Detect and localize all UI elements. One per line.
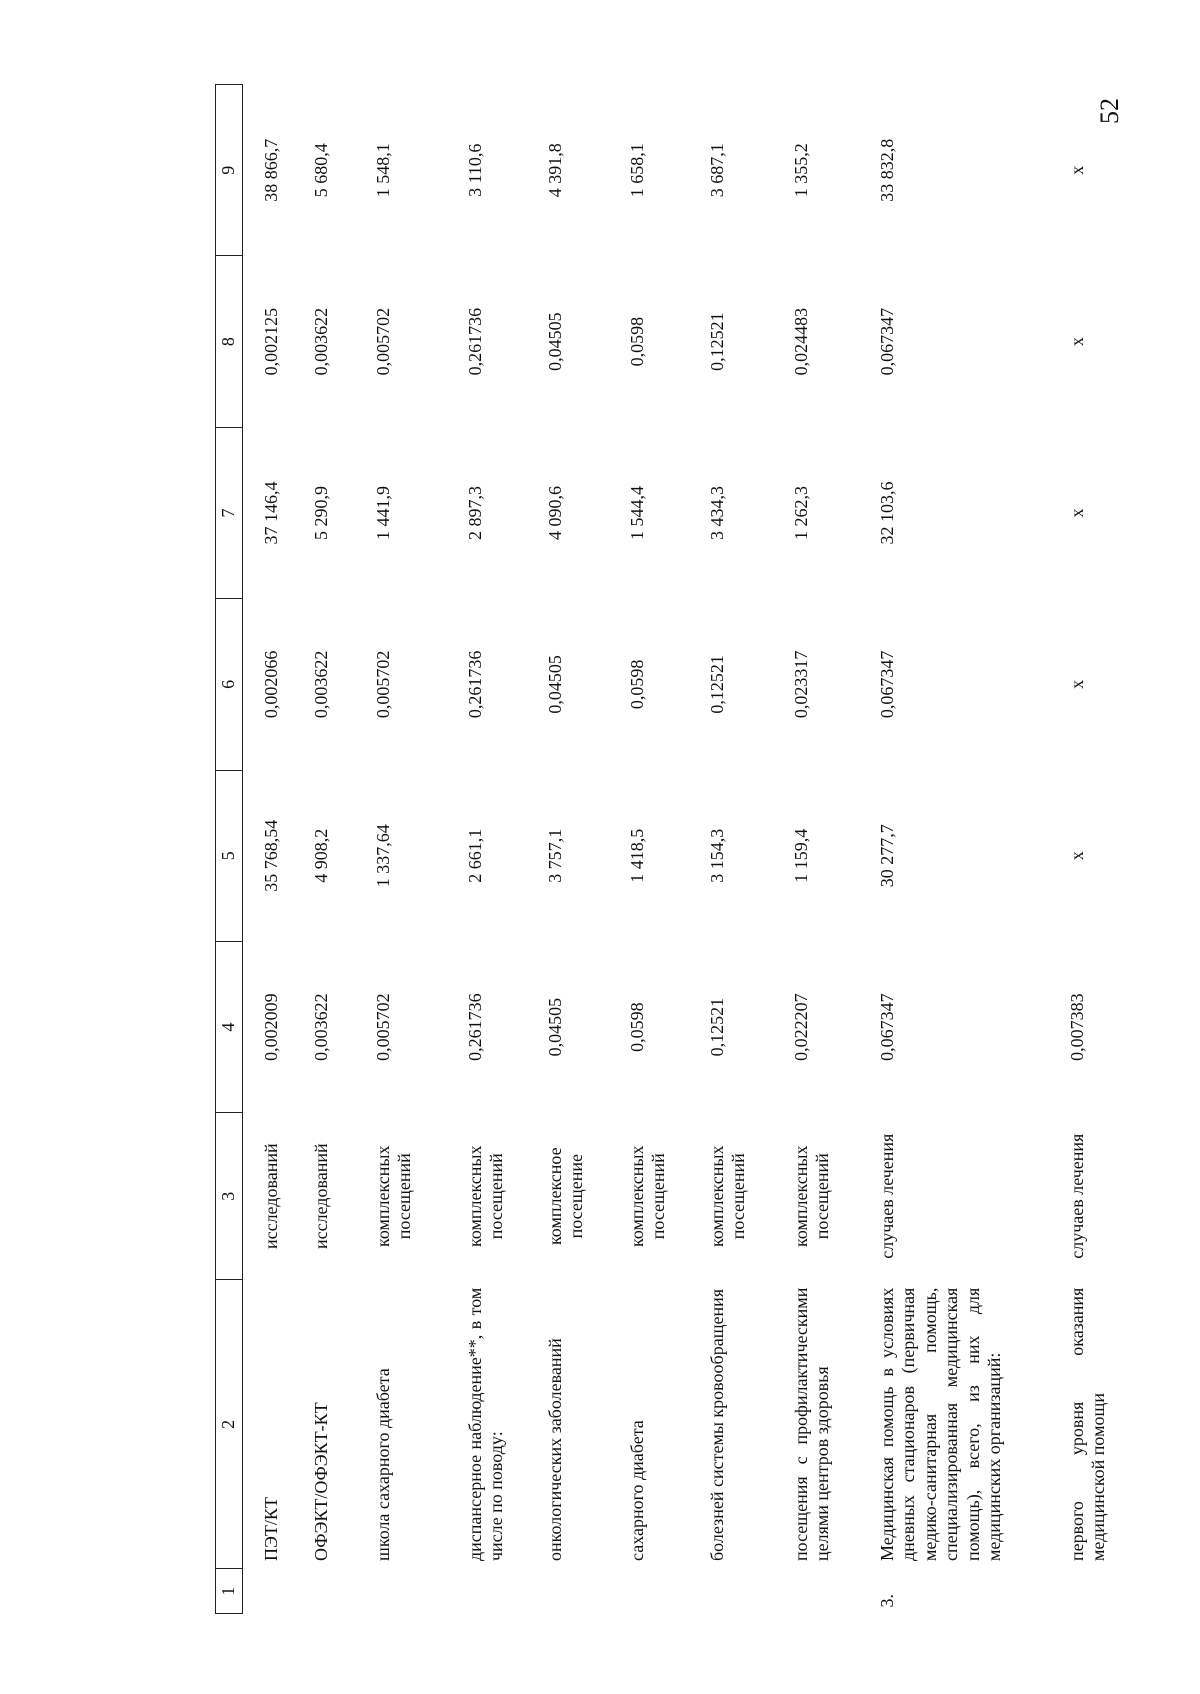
value-cell: 1 441,9 [372,486,393,541]
column-header: 1 [216,1569,243,1614]
unit-cell: случаев лечения [876,1133,897,1259]
indicator-name-cell: диспансерное наблюдение**, в том числе по поводу: [464,1287,507,1561]
value-cell: 3 757,1 [544,828,565,883]
table-row [785,85,871,1614]
value-cell: 1 658,1 [626,143,647,198]
value-cell: 30 277,7 [876,824,897,888]
value-cell: 0,04505 [544,655,565,714]
row-number-cell [701,1569,785,1614]
value-cell: 0,261736 [464,993,485,1061]
table-row [367,85,459,1614]
value-cell: 0,022207 [790,993,811,1061]
value-cell: х [1066,337,1087,347]
rotated-table-container [215,84,1109,1614]
page-number: 52 [1095,98,1124,124]
value-cell: 2 661,1 [464,828,485,883]
value-cell: 1 337,64 [372,824,393,888]
row-number-cell [243,1569,305,1614]
table-row [305,85,367,1614]
value-cell: 2 897,3 [464,486,485,541]
indicator-name-cell: школа сахарного диабета [372,1368,393,1561]
value-cell: 1 544,4 [626,486,647,541]
value-cell: 4 391,8 [544,143,565,198]
row-number-cell: 3. [876,1594,897,1608]
value-cell: 1 262,3 [790,486,811,541]
value-cell: 0,005702 [372,307,393,376]
value-cell: 38 866,7 [261,138,281,202]
column-header: 4 [216,941,243,1112]
unit-cell: комплексных посещений [626,1145,669,1247]
value-cell: 0,12521 [706,997,727,1057]
value-cell: 33 832,8 [876,138,897,202]
value-cell: 1 418,5 [626,828,647,883]
value-cell: 0,12521 [706,312,727,371]
value-cell: 0,0598 [626,659,647,710]
unit-cell: случаев лечения [1066,1133,1087,1259]
value-cell: 4 908,2 [310,828,331,883]
value-cell: 0,067347 [876,307,897,376]
table-row [539,85,621,1614]
unit-cell: исследований [310,1143,331,1250]
table-row [459,85,539,1614]
column-header: 9 [216,85,243,256]
row-number-cell [1061,1569,1131,1614]
value-cell: 5 290,9 [310,486,331,541]
table-row [621,85,701,1614]
value-cell: 0,023317 [790,650,811,719]
unit-cell: комплексное посещение [544,1147,587,1246]
value-cell: 0,0598 [626,316,647,367]
value-cell: 0,007383 [1066,993,1087,1061]
value-cell: х [1066,508,1087,518]
value-cell: 5 680,4 [310,143,331,198]
column-header: 6 [216,599,243,770]
value-cell: 0,024483 [790,307,811,376]
row-number-cell [539,1569,621,1614]
column-header: 8 [216,256,243,427]
value-cell: 0,005702 [372,650,393,719]
value-cell: х [1066,851,1087,861]
value-cell: 0,04505 [544,997,565,1057]
value-cell: 0,003622 [310,650,331,719]
value-cell: 4 090,6 [544,486,565,541]
value-cell: 0,0598 [626,1002,647,1052]
value-cell: 0,261736 [464,650,485,719]
column-header: 5 [216,770,243,941]
value-cell: 0,12521 [706,655,727,714]
indicator-name-cell: болезней системы кровообращения [706,1288,727,1561]
unit-cell: комплексных посещений [372,1145,415,1247]
table-body [243,85,1131,1614]
data-table [215,84,1131,1614]
value-cell: 3 110,6 [464,143,485,197]
value-cell: 0,067347 [876,993,897,1061]
indicator-name-cell: первого уровня оказания медицинской помощи [1066,1287,1109,1561]
value-cell: 0,003622 [310,993,331,1061]
column-header: 7 [216,427,243,598]
row-number-cell [621,1569,701,1614]
value-cell: 0,067347 [876,650,897,719]
row-number-cell [367,1569,459,1614]
unit-cell: исследований [261,1143,281,1250]
row-number-cell [785,1569,871,1614]
value-cell: 0,04505 [544,312,565,371]
row-number-cell [459,1569,539,1614]
value-cell: 1 355,2 [790,143,811,198]
value-cell: 0,005702 [372,993,393,1061]
value-cell: 0,261736 [464,307,485,376]
value-cell: 0,003622 [310,307,331,376]
indicator-name-cell: посещения с профилактическими целями центров здоровья [790,1287,833,1561]
value-cell: х [1066,679,1087,689]
table-row [243,85,305,1614]
value-cell: 1 548,1 [372,143,393,198]
value-cell: 32 103,6 [876,481,897,545]
table-row [1061,85,1131,1614]
row-number-cell [305,1569,367,1614]
value-cell: х [1066,165,1087,175]
column-numbers-row [216,85,243,1614]
unit-cell: комплексных посещений [706,1145,749,1247]
value-cell: 0,002009 [261,993,281,1061]
value-cell: 0,002125 [261,307,281,376]
value-cell: 3 687,1 [706,143,727,198]
value-cell: 1 159,4 [790,828,811,883]
value-cell: 3 154,3 [706,828,727,883]
unit-cell: комплексных посещений [464,1145,507,1247]
indicator-name-cell: сахарного диабета [626,1420,647,1561]
table-row [871,85,1061,1614]
indicator-name-cell: Медицинская помощь в условиях дневных стационаров (первичная медико-санитарная помощь, специализированная медицинская помощь), всего, из них для медицинских организаций: [876,1287,1005,1561]
value-cell: 37 146,4 [261,481,281,545]
value-cell: 0,002066 [261,650,281,719]
value-cell: 3 434,3 [706,486,727,541]
unit-cell: комплексных посещений [790,1145,833,1247]
indicator-name-cell: ОФЭКТ/ОФЭКТ-КТ [310,1402,331,1561]
value-cell: 35 768,54 [261,819,281,892]
table-row [701,85,785,1614]
indicator-name-cell: ПЭТ/КТ [261,1497,281,1561]
column-header: 2 [216,1280,243,1569]
indicator-name-cell: онкологических заболеваний [544,1338,565,1561]
column-header: 3 [216,1113,243,1280]
